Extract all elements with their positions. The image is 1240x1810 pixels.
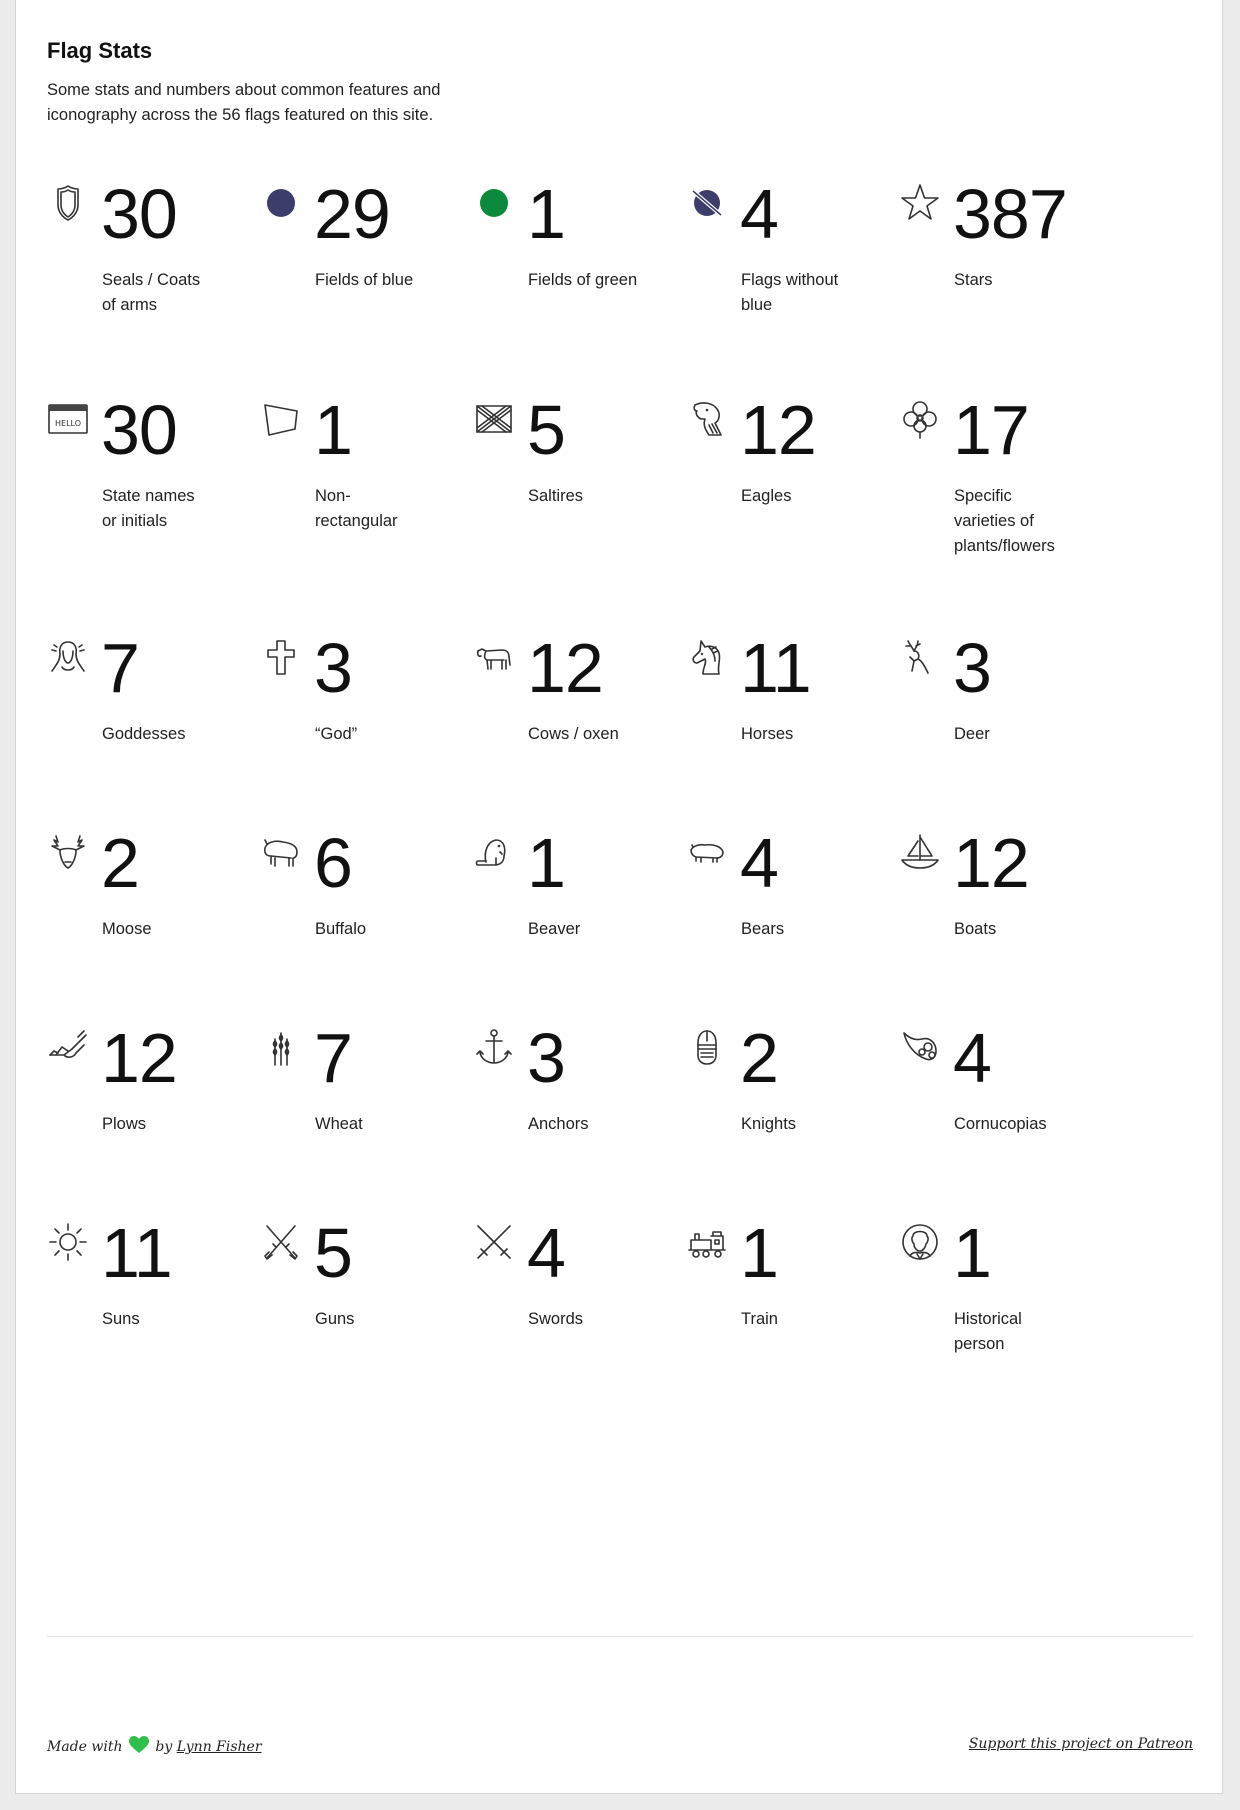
- stat-number: 4: [953, 1019, 991, 1097]
- heart-icon: [129, 1736, 149, 1754]
- stat-number: 4: [740, 175, 778, 253]
- stat-number: 6: [314, 824, 352, 902]
- stat-number: 1: [953, 1214, 991, 1292]
- stat-number: 4: [740, 824, 778, 902]
- horse-icon: [686, 636, 728, 678]
- by-text: by: [155, 1739, 173, 1755]
- wheat-icon: [260, 1026, 302, 1068]
- stat-number: 30: [101, 391, 177, 469]
- beaver-icon: [473, 831, 515, 873]
- stat-number: 387: [953, 175, 1067, 253]
- stat-number: 4: [527, 1214, 565, 1292]
- stat-label: Swords: [528, 1310, 584, 1328]
- stat-label: Plows: [102, 1115, 147, 1133]
- moose-icon: [47, 831, 89, 873]
- blue-dot-icon: [260, 182, 302, 224]
- stat-label: Guns: [315, 1310, 355, 1328]
- anchor-icon: [473, 1026, 515, 1068]
- stat-label: Non-rectangular: [315, 487, 398, 530]
- stat-label: Goddesses: [102, 725, 186, 743]
- stat-label: Suns: [102, 1310, 140, 1328]
- stat-label: Knights: [741, 1115, 797, 1133]
- stat-number: 12: [953, 824, 1029, 902]
- stat-label: Stars: [954, 271, 993, 289]
- stat-label: Buffalo: [315, 920, 367, 938]
- stat-number: 11: [101, 1214, 172, 1292]
- saltire-icon: [473, 398, 515, 440]
- stat-number: 1: [740, 1214, 778, 1292]
- stat-label: Wheat: [315, 1115, 363, 1133]
- flower-icon: [899, 398, 941, 440]
- stat-label: Fields of green: [528, 271, 638, 289]
- historical-person-icon: [899, 1221, 941, 1263]
- buffalo-icon: [260, 831, 302, 873]
- cornucopia-icon: [899, 1026, 941, 1068]
- stat-number: 29: [314, 175, 390, 253]
- no-blue-icon: [686, 182, 728, 224]
- stat-number: 1: [527, 175, 565, 253]
- stat-label: Anchors: [528, 1115, 589, 1133]
- footer-divider: [47, 1636, 1193, 1637]
- page-title: Flag Stats: [47, 38, 153, 63]
- stat-label: Seals / Coats of arms: [102, 271, 201, 314]
- stat-number: 1: [314, 391, 352, 469]
- page-container: [15, 0, 1223, 1794]
- crossed-swords-icon: [473, 1221, 515, 1263]
- stats-grid: [47, 0, 1237, 1560]
- stat-label: State names or initials: [102, 487, 195, 530]
- plow-icon: [47, 1026, 89, 1068]
- stat-label: Eagles: [741, 487, 792, 505]
- stat-label: Historical person: [954, 1310, 1022, 1353]
- stat-number: 3: [527, 1019, 565, 1097]
- sun-icon: [47, 1221, 89, 1263]
- stat-label: Train: [741, 1310, 778, 1328]
- pennant-icon: [260, 398, 302, 440]
- bear-icon: [686, 831, 728, 873]
- svg-text:HELLO: HELLO: [55, 419, 81, 428]
- stat-number: 7: [101, 629, 139, 707]
- stat-number: 30: [101, 175, 177, 253]
- crossed-guns-icon: [260, 1221, 302, 1263]
- star-icon: [899, 182, 941, 224]
- train-icon: [686, 1221, 728, 1263]
- made-with-text: Made with: [47, 1739, 123, 1755]
- stat-label: Fields of blue: [315, 271, 414, 289]
- stat-number: 12: [101, 1019, 177, 1097]
- stat-number: 5: [527, 391, 565, 469]
- stat-label: Specific varieties of plants/flowers: [954, 487, 1055, 555]
- stat-number: 5: [314, 1214, 352, 1292]
- stat-label: Cornucopias: [954, 1115, 1047, 1133]
- stat-number: 12: [740, 391, 816, 469]
- stat-label: Bears: [741, 920, 785, 938]
- stat-label: Horses: [741, 725, 794, 743]
- stat-number: 2: [740, 1019, 778, 1097]
- stat-number: 3: [953, 629, 991, 707]
- stat-label: Flags without blue: [741, 271, 839, 314]
- stat-label: Deer: [954, 725, 990, 743]
- stat-number: 2: [101, 824, 139, 902]
- cross-icon: [260, 636, 302, 678]
- stat-label: Saltires: [528, 487, 584, 505]
- cow-icon: [473, 636, 515, 678]
- stat-number: 3: [314, 629, 352, 707]
- green-dot-icon: [473, 182, 515, 224]
- footer-credit: [47, 1736, 262, 1755]
- deer-icon: [899, 636, 941, 678]
- stat-label: Moose: [102, 920, 152, 938]
- stat-label: Boats: [954, 920, 997, 938]
- shield-icon: [47, 182, 89, 224]
- boat-icon: [899, 831, 941, 873]
- stat-number: 7: [314, 1019, 352, 1097]
- eagle-icon: [686, 398, 728, 440]
- page-description: Some stats and numbers about common features and iconography across the 56 flags featured on this site.: [47, 81, 441, 124]
- stat-number: 1: [527, 824, 565, 902]
- stat-label: Cows / oxen: [528, 725, 619, 743]
- knight-helmet-icon: [686, 1026, 728, 1068]
- stat-number: 12: [527, 629, 603, 707]
- patreon-link[interactable]: Support this project on Patreon: [968, 1736, 1193, 1752]
- stat-label: Beaver: [528, 920, 581, 938]
- stat-number: 17: [953, 391, 1029, 469]
- author-link[interactable]: Lynn Fisher: [176, 1739, 262, 1755]
- stat-number: 11: [740, 629, 811, 707]
- hello-tag-icon: [47, 398, 89, 440]
- stat-label: “God”: [315, 725, 358, 743]
- goddess-icon: [47, 636, 89, 678]
